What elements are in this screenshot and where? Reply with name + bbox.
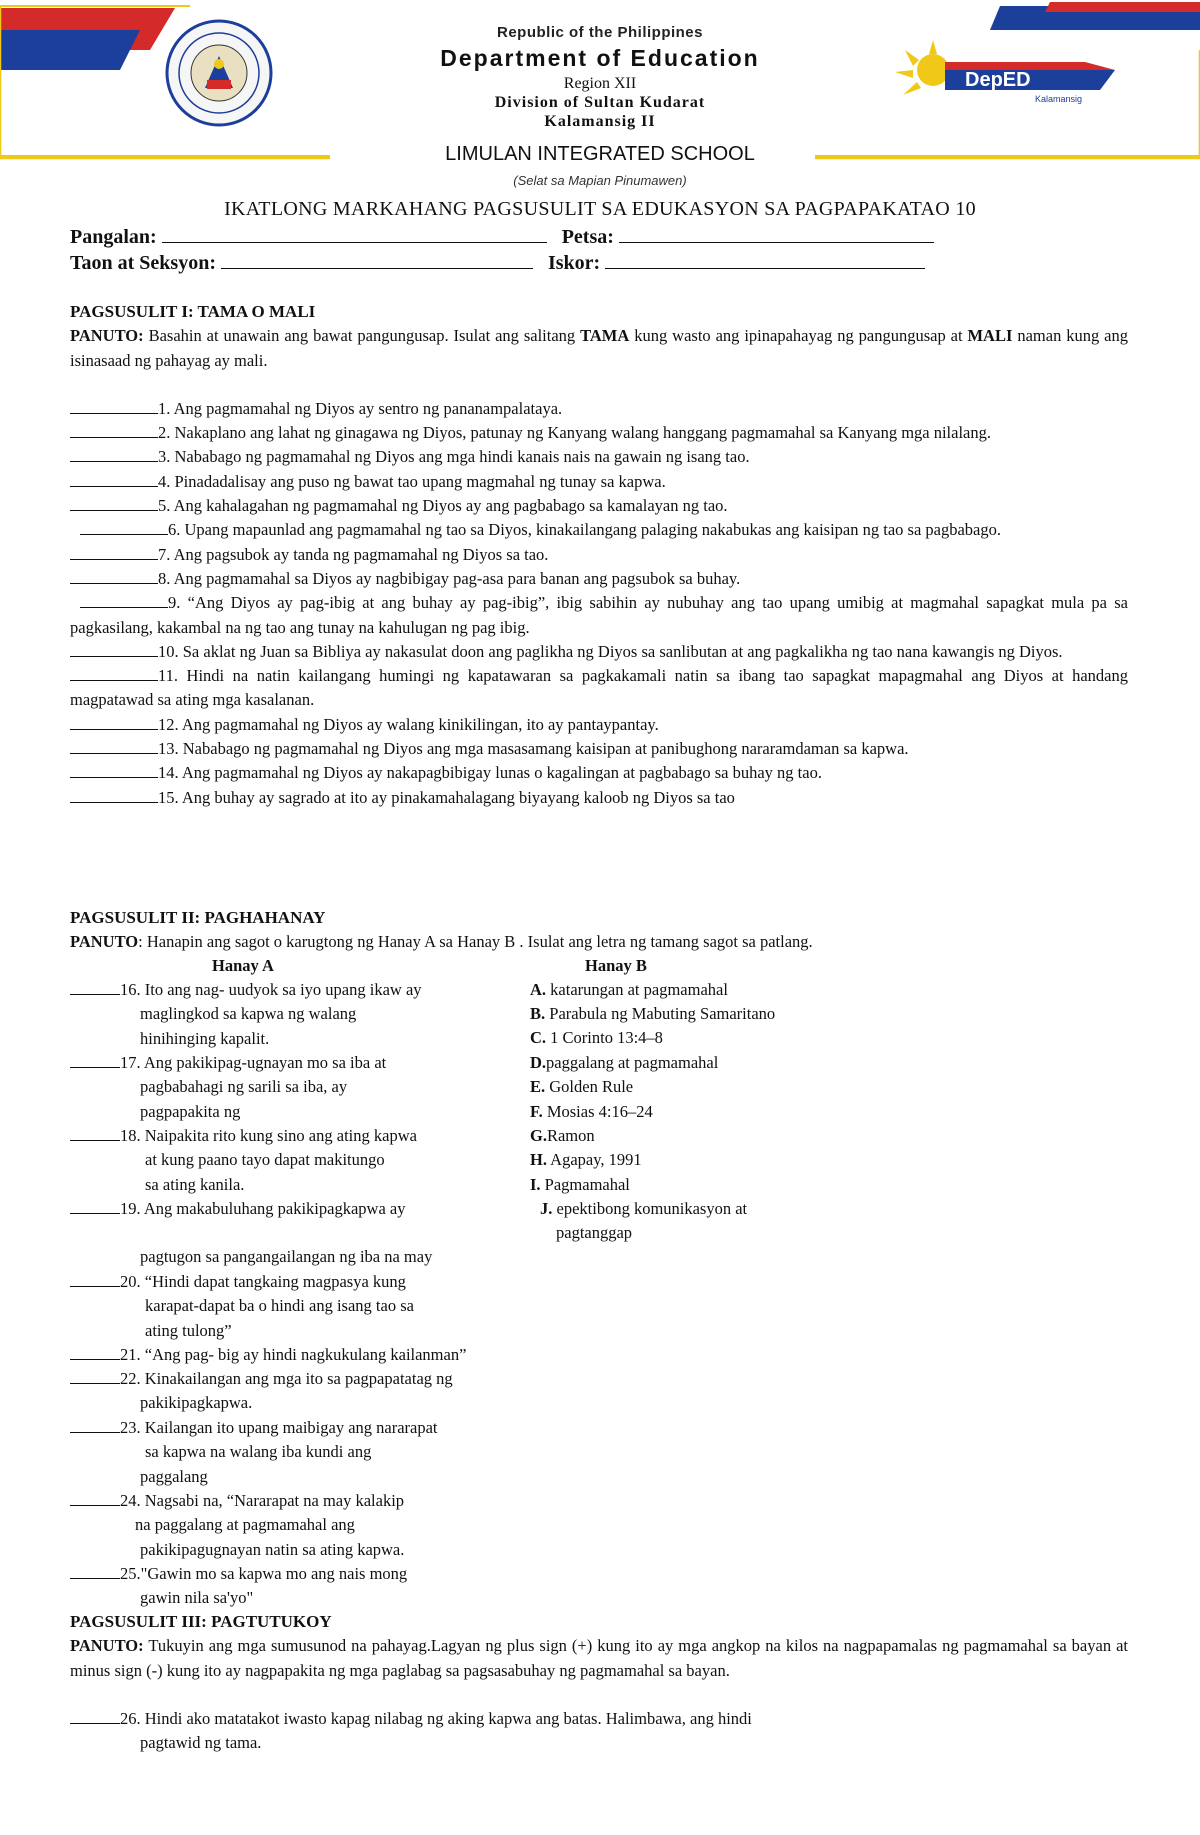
department-label: Department of Education [440, 45, 760, 71]
answer-blank[interactable] [70, 1198, 120, 1214]
part2-panuto-text: : Hanapin ang sagot o karugtong ng Hanay A sa Hanay B . Isulat ang letra ng tamang sagot sa patlang. [138, 932, 813, 951]
choice-b [530, 1002, 930, 1026]
match-item-20 [70, 1270, 500, 1343]
question-text: 2. Nakaplano ang lahat ng ginagawa ng Diyos, patunay ng Kanyang walang hanggang pagmamahal sa Kanyang mga nilalang. [158, 423, 992, 443]
division-label: Division of Sultan Kudarat [494, 94, 706, 111]
column-a-header: Hanay A [212, 956, 274, 975]
part3-instructions [70, 1634, 1128, 1683]
item-text-cont: paggalang [140, 1466, 208, 1486]
choice-letter: E. [530, 1077, 546, 1096]
choice-text-cont: pagtanggap [556, 1223, 633, 1243]
deped-logo-sub: Kalamansig [1035, 94, 1083, 104]
list-item [70, 567, 1128, 591]
part3-title: PAGSUSULIT III: PAGTUTUKOY [70, 1612, 332, 1631]
answer-blank[interactable] [70, 665, 158, 681]
choice-letter: H. [530, 1150, 547, 1169]
item-text-cont: ating tulong” [145, 1320, 232, 1340]
choice-text: paggalang at pagmamahal [546, 1053, 719, 1072]
choice-letter: I. [530, 1175, 541, 1194]
part1-panuto-b: kung wasto ang ipinapahayag ng pangungusap at [629, 326, 968, 346]
school-subtitle: (Selat sa Mapian Pinumawen) [513, 173, 687, 188]
answer-blank[interactable] [70, 979, 120, 995]
item-text-cont: pagbabahagi ng sarili sa iba, ay [140, 1077, 348, 1097]
question-text-cont: pagtawid ng tama. [140, 1733, 262, 1753]
answer-blank[interactable] [70, 1125, 120, 1141]
question-text: 8. Ang pagmamahal sa Diyos ay nagbibigay pag-asa para banan ang pagsubok sa buhay. [158, 568, 741, 588]
answer-blank[interactable] [70, 1344, 120, 1360]
score-label: Iskor: [547, 252, 601, 274]
item-text-cont: karapat-dapat ba o hindi ang isang tao sa [145, 1296, 414, 1316]
choice-text: Golden Rule [545, 1077, 634, 1096]
match-item-17 [70, 1051, 500, 1124]
list-item [70, 1707, 1128, 1731]
answer-blank[interactable] [70, 738, 158, 754]
match-item-21 [70, 1343, 590, 1367]
answer-blank[interactable] [70, 471, 158, 487]
answer-blank[interactable] [70, 1708, 120, 1724]
choice-letter: A. [530, 980, 547, 999]
part3-panuto-text: Tukuyin ang mga sumusunod na pahayag.Lagyan ng plus sign (+) kung ito ay mga angkop na kilos na nagpapamalas ng pagmamahal sa bayan at minus sign (-) kung ito ay nagpapakita ng mga paglabag sa pagsasabuhay ng pagmamahal sa bayan. [70, 1636, 1128, 1680]
list-item [70, 761, 1128, 785]
choice-text: katarungan at pagmamahal [546, 980, 728, 999]
item-text: 23. Kailangan ito upang maibigay ang nararapat [120, 1418, 438, 1437]
item-text: 18. Naipakita rito kung sino ang ating kapwa [120, 1126, 417, 1145]
item-text-cont: at kung paano tayo dapat makitungo [145, 1150, 385, 1170]
school-name: LIMULAN INTEGRATED SCHOOL [445, 143, 755, 165]
part2-title: PAGSUSULIT II: PAGHAHANAY [70, 908, 326, 927]
item-text: 20. “Hindi dapat tangkaing magpasya kung [120, 1272, 406, 1291]
choice-letter: G. [530, 1126, 547, 1145]
list-item [70, 445, 1128, 469]
question-text: 4. Pinadadalisay ang puso ng bawat tao upang magmahal ng tunay sa kapwa. [158, 471, 666, 491]
choice-text: Parabula ng Mabuting Samaritano [545, 1004, 776, 1023]
answer-blank[interactable] [70, 762, 158, 778]
part1-panuto-a: Basahin at unawain ang bawat pangungusap. Isulat ang salitang [143, 326, 581, 346]
item-text: 24. Nagsabi na, “Nararapat na may kalakip [120, 1491, 405, 1510]
letterhead [0, 0, 1200, 165]
answer-blank[interactable] [70, 495, 158, 511]
item-text-cont: pagpapakita ng [140, 1101, 241, 1121]
answer-blank[interactable] [80, 592, 168, 608]
choice-text: Mosias 4:16–24 [542, 1102, 653, 1121]
answer-blank[interactable] [70, 568, 158, 584]
choice-i [530, 1173, 930, 1197]
list-item [70, 397, 1128, 421]
question-text: 14. Ang pagmamahal ng Diyos ay nakapagbibigay lunas o kagalingan at pagbabago sa buhay ng tao. [158, 763, 822, 783]
item-text-cont: pakikipagugnayan natin sa ating kapwa. [140, 1539, 405, 1559]
item-text-cont: sa kapwa na walang iba kundi ang [145, 1442, 372, 1462]
region-label: Region XII [563, 75, 637, 92]
item-text: 21. “Ang pag- big ay hindi nagkukulang kailanman” [120, 1345, 467, 1364]
answer-blank[interactable] [70, 1417, 120, 1433]
part1-instructions [70, 324, 1128, 373]
question-text: 12. Ang pagmamahal ng Diyos ay walang kinikilingan, ito ay pantaypantay. [158, 714, 659, 734]
choice-e [530, 1075, 930, 1099]
question-text: 26. Hindi ako matatakot iwasto kapag nilabag ng aking kapwa ang batas. Halimbawa, ang hindi [120, 1708, 752, 1728]
question-text: 9. “Ang Diyos ay pag-ibig at ang buhay ay pag-ibig”, ibig sabihin ay nubuhay ang tao upang umibig at magmahal sapagkat mula pa sa pagkasilang, kakambal na ng tao ang tunay na kahulugan ng pag ibig. [70, 593, 1128, 637]
name-date-row [70, 226, 934, 249]
list-item [70, 664, 1128, 713]
part1-section [70, 300, 1128, 810]
item-text: 22. Kinakailangan ang mga ito sa pagpapatatag ng [120, 1369, 453, 1388]
item-text-cont: hinihinging kapalit. [140, 1028, 270, 1048]
exam-title: IKATLONG MARKAHANG PAGSUSULIT SA EDUKASYON SA PAGPAPAKATAO 10 [224, 198, 976, 220]
answer-blank[interactable] [70, 446, 158, 462]
section-score-row [70, 252, 925, 275]
answer-blank[interactable] [70, 641, 158, 657]
answer-blank[interactable] [80, 519, 168, 535]
part1-panuto-label: PANUTO: [70, 326, 144, 346]
answer-blank[interactable] [70, 1368, 120, 1384]
question-text: 10. Sa aklat ng Juan sa Bibliya ay nakasulat doon ang paglikha ng Diyos sa sanlibutan at ang pagkalikha ng tao nana kawangis ng Diyos. [158, 641, 1063, 661]
item-text-cont: pakikipagkapwa. [140, 1393, 253, 1413]
answer-blank[interactable] [70, 398, 158, 414]
question-text: 1. Ang pagmamahal ng Diyos ay sentro ng pananampalataya. [158, 398, 563, 418]
district-label: Kalamansig II [544, 113, 656, 130]
choice-letter: D. [530, 1053, 547, 1072]
name-label: Pangalan: [70, 226, 157, 248]
match-item-19 [70, 1197, 500, 1270]
part3-panuto-label: PANUTO: [70, 1636, 144, 1656]
choice-letter: B. [530, 1004, 546, 1023]
choice-j [540, 1197, 940, 1246]
answer-blank[interactable] [70, 1052, 120, 1068]
list-item [70, 421, 1128, 445]
item-text: 17. Ang pakikipag-ugnayan mo sa iba at [120, 1053, 387, 1072]
list-item [70, 494, 1128, 518]
match-item-24 [70, 1489, 500, 1562]
match-item-16 [70, 978, 500, 1051]
item-text: 25."Gawin mo sa kapwa mo ang nais mong [120, 1564, 408, 1583]
choice-text: Pagmamahal [540, 1175, 630, 1194]
item-gap [70, 1221, 500, 1245]
question-text: 11. Hindi na natin kailangang humingi ng kapatawaran sa pagkakamali natin sa ibang tao sapagkat mapagmahal ang Diyos at handang magpatawad sa ating mga kasalanan. [70, 666, 1128, 710]
answer-blank[interactable] [70, 1271, 120, 1287]
choice-a [530, 978, 930, 1002]
part1-panuto-mali: MALI [967, 326, 1013, 346]
match-item-22 [70, 1367, 590, 1416]
choice-letter: C. [530, 1028, 547, 1047]
item-text: 16. Ito ang nag- uudyok sa iyo upang ikaw ay [120, 980, 422, 999]
item-text: 19. Ang makabuluhang pakikipagkapwa ay [120, 1199, 406, 1218]
list-item [70, 786, 1128, 810]
item-text-cont: pagtugon sa pangangailangan ng iba na may [140, 1247, 433, 1267]
question-text: 6. Upang mapaunlad ang pagmamahal ng tao sa Diyos, kinakailangang palaging nakabukas ang kaisipan ng tao sa pagbabago. [168, 520, 1002, 540]
column-b-header: Hanay B [585, 956, 647, 975]
choice-text: epektibong komunikasyon at [552, 1199, 748, 1218]
choice-letter: F. [530, 1102, 543, 1121]
question-text: 5. Ang kahalagahan ng pagmamahal ng Diyos ay ang pagbabago sa kamalayan ng tao. [158, 496, 728, 516]
list-item [70, 640, 1128, 664]
choice-h [530, 1148, 930, 1172]
choice-text: Agapay, 1991 [546, 1150, 642, 1169]
choice-g [530, 1124, 930, 1148]
part2-panuto-label: PANUTO [70, 932, 139, 951]
part1-panuto-c: naman kung ang isinasaad ng pahayag ay mali. [70, 326, 1128, 370]
item-text-cont: na paggalang at pagmamahal ang [135, 1515, 355, 1535]
choice-f [530, 1100, 930, 1124]
republic-label: Republic of the Philippines [496, 24, 703, 41]
part2-instructions [70, 930, 1128, 954]
deped-logo-icon [885, 40, 1130, 115]
part3-section [70, 1610, 1128, 1755]
item-text-cont: maglingkod sa kapwa ng walang [140, 1004, 357, 1024]
part2-section [70, 906, 1128, 1608]
date-label: Petsa: [561, 226, 614, 248]
part1-panuto-tama: TAMA [580, 326, 630, 346]
list-item [70, 543, 1128, 567]
name-field[interactable] [162, 226, 547, 243]
answer-blank[interactable] [70, 544, 158, 560]
answer-blank[interactable] [70, 1490, 120, 1506]
choice-d [530, 1051, 930, 1075]
answer-blank[interactable] [70, 787, 158, 803]
choice-c [530, 1026, 930, 1050]
year-section-label: Taon at Seksyon: [70, 252, 216, 274]
answer-blank[interactable] [70, 714, 158, 730]
list-item [70, 518, 1128, 542]
item-text-cont: sa ating kanila. [145, 1174, 245, 1194]
choice-letter: J. [540, 1199, 553, 1218]
match-item-23 [70, 1416, 500, 1489]
question-text: 15. Ang buhay ay sagrado at ito ay pinakamahalagang biyayang kaloob ng Diyos sa tao [158, 787, 735, 807]
match-item-18 [70, 1124, 500, 1197]
choice-text: Ramon [546, 1126, 595, 1145]
question-text: 13. Nababago ng pagmamahal ng Diyos ang mga masasamang kaisipan at panibughong nararamdaman sa kapwa. [158, 739, 909, 759]
score-field[interactable] [605, 252, 925, 269]
deped-logo-text: DepED [965, 69, 1031, 91]
answer-blank[interactable] [70, 1563, 120, 1579]
answer-blank[interactable] [70, 422, 158, 438]
question-text: 3. Nababago ng pagmamahal ng Diyos ang mga hindi kanais nais na gawain ng isang tao. [158, 447, 750, 467]
choice-text: 1 Corinto 13:4–8 [546, 1028, 663, 1047]
date-field[interactable] [619, 226, 934, 243]
list-item [70, 737, 1128, 761]
list-item [70, 470, 1128, 494]
question-text: 7. Ang pagsubok ay tanda ng pagmamahal ng Diyos sa tao. [158, 544, 549, 564]
part1-title: PAGSUSULIT I: TAMA O MALI [70, 302, 316, 321]
item-text-cont: gawin nila sa'yo" [140, 1588, 254, 1608]
year-section-field[interactable] [221, 252, 533, 269]
match-item-25 [70, 1562, 500, 1611]
list-item [70, 591, 1128, 640]
list-item [70, 713, 1128, 737]
